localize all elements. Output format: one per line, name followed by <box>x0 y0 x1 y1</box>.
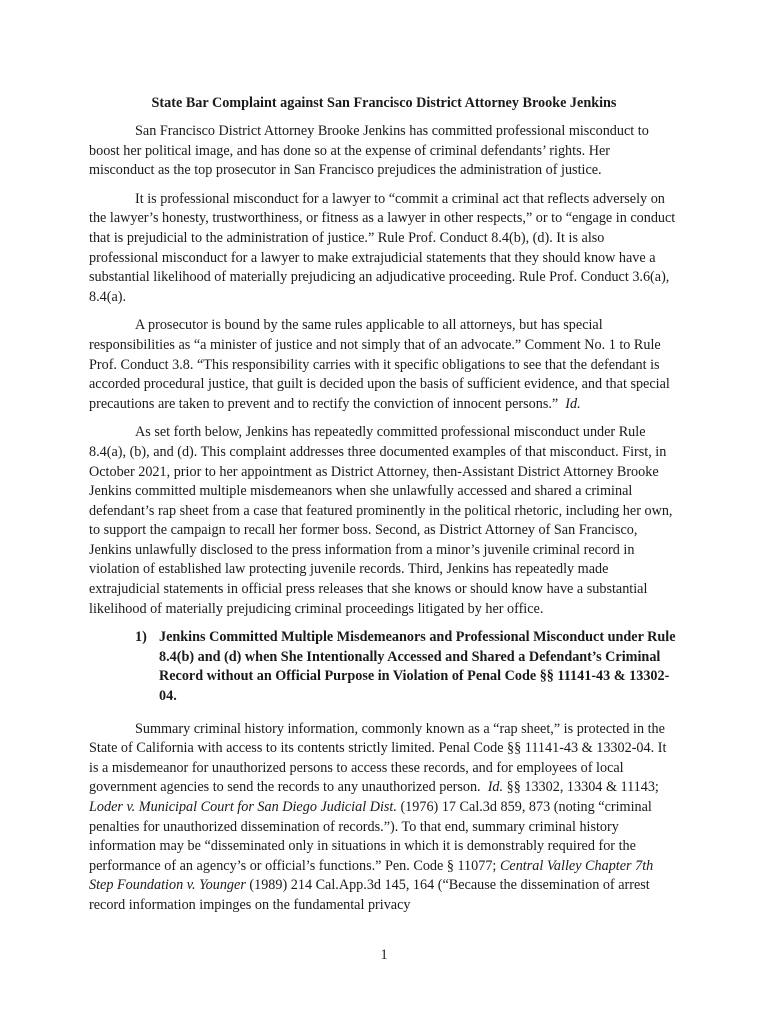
paragraph-intro: San Francisco District Attorney Brooke Jenkins has committed professional misconduct to boost her political image, and has done so at the expense of criminal defendants’ rights. Her misconduct as the top prosecutor in San Francisco prejudices the administration of justice. <box>89 123 649 179</box>
section-number: 1) <box>135 629 147 646</box>
id-citation-2: Id. <box>487 779 504 796</box>
rap-sheet-text-2: §§ 13302, 13304 & 11143; <box>506 779 659 796</box>
section-heading <box>89 628 677 706</box>
id-citation: Id. <box>565 395 581 412</box>
section-heading-text: Jenkins Committed Multiple Misdemeanors and Professional Misconduct under Rule 8.4(b) and (d) when She Intentionally Accessed and Shared a Defendant’s Criminal Record without an Official Purpose in Violation of Penal Code §§ 11141-43 & 13302-04. <box>159 629 676 705</box>
rap-sheet-text-1: Summary criminal history information, commonly known as a “rap sheet,” is protected in the State of California with access to its contents strictly limited. Penal Code §§ 11141-43 & 13302-04. It is a misdemeanor for unauthorized persons to access these records, and for employees of local government agencies to send the records to any unauthorized person. <box>89 720 667 796</box>
case-citation-loder: Loder v. Municipal Court for San Diego Judicial Dist. <box>89 799 397 815</box>
rap-sheet-text-4: (1989) 214 Cal.App.3d 145, 164 (“Because the dissemination of arrest record information impinges on the fundamental privacy <box>89 877 650 913</box>
paragraph-summary: As set forth below, Jenkins has repeatedly committed professional misconduct under Rule 8.4(a), (b), and (d). This complaint addresses three documented examples of that misconduct. First, in October 2021, prior to her appointment as District Attorney, then-Assistant District Attorney Brooke Jenkins committed multiple misdemeanors when she unlawfully accessed and shared a criminal defendant’s rap sheet from a case that featured prominently in the political rhetoric, including her own, to support the campaign to recall her former boss. Second, as District Attorney of San Francisco, Jenkins unlawfully disclosed to the press information from a minor’s juvenile criminal record in violation of established law protecting juvenile records. Third, Jenkins has repeatedly made extrajudicial statements in official press releases that she knows or should know have a substantial likelihood of materially prejudicing criminal proceedings litigated by her office. <box>89 424 673 617</box>
paragraph-misconduct-rules: It is professional misconduct for a lawyer to “commit a criminal act that reflects adversely on the lawyer’s honesty, trustworthiness, or fitness as a lawyer in other respects,” or to “engage in conduct that is prejudicial to the administration of justice.” Rule Prof. Conduct 8.4(b), (d). It is also professional misconduct for a lawyer to make extrajudicial statements that they should know have a substantial likelihood of materially prejudicing an adjudicative proceeding. Rule Prof. Conduct 3.6(a), 8.4(a). <box>89 190 676 305</box>
document-body <box>89 122 677 925</box>
paragraph-rap-sheet <box>89 720 677 916</box>
page-title: State Bar Complaint against San Francisco District Attorney Brooke Jenkins <box>151 95 617 111</box>
prosecutor-text: A prosecutor is bound by the same rules applicable to all attorneys, but has special responsibilities as “a minister of justice and not simply that of an advocate.” Comment No. 1 to Rule Prof. Conduct 3.8. “This responsibility carries with it specific obligations to see that the defendant is accorded procedural justice, that guilt is decided upon the basis of sufficient evidence, and that special precautions are taken to prevent and to rectify the conviction of innocent persons.” <box>89 317 670 412</box>
paragraph-prosecutor-duties <box>89 316 677 414</box>
rap-sheet-text-3: (1976) 17 Cal.3d 859, 873 (noting “criminal penalties for unauthorized dissemination of records.”). To that end, summary criminal history information may be “disseminated only in situations in which it is demonstrably required for the performance of an agency’s or official’s functions.” Pen. Code § 11077; <box>89 799 652 874</box>
page-number: 1 <box>380 947 388 963</box>
case-citation-central-valley: Central Valley Chapter 7th Step Foundation v. Younger <box>89 857 654 894</box>
